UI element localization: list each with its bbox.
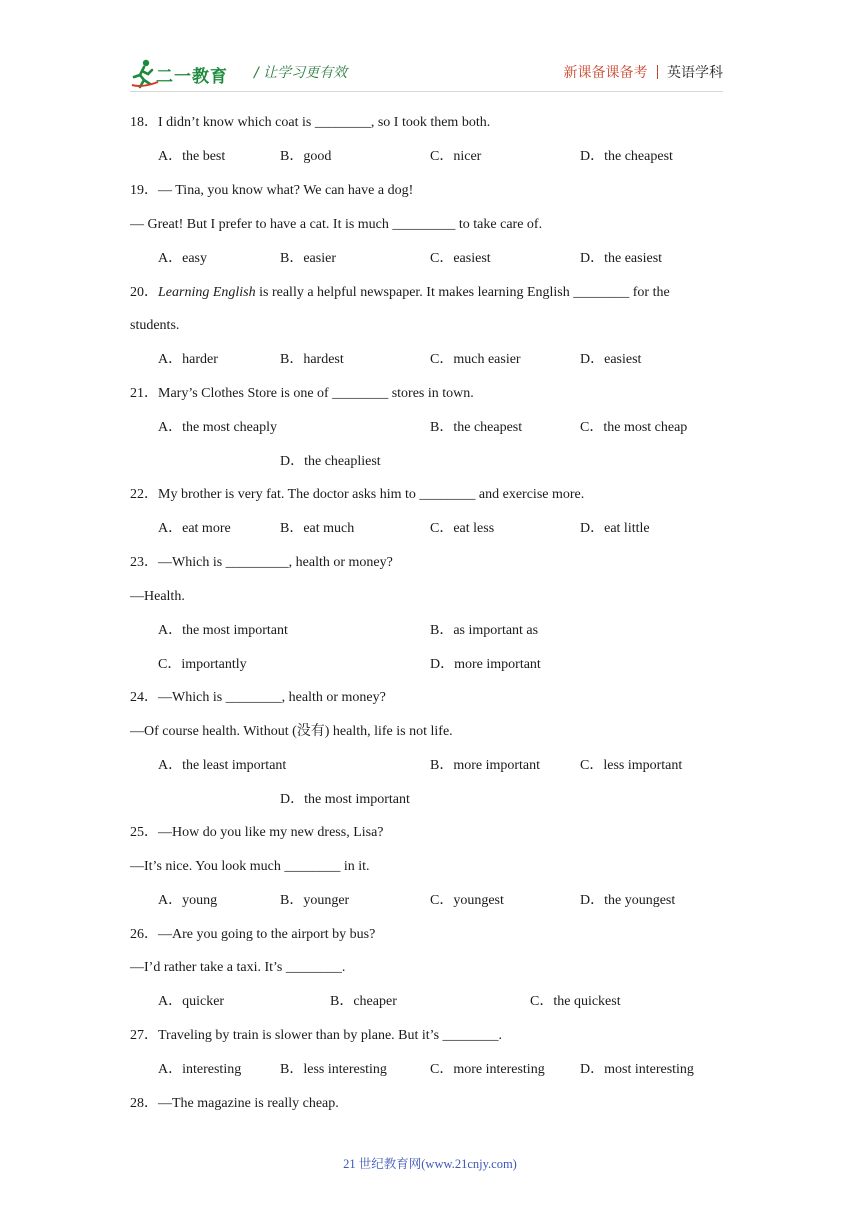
question-19-line2: — Great! But I prefer to have a cat. It is much _________ to take care of. (130, 217, 543, 232)
question-22: 22．My brother is very fat. The doctor asks him to ________ and exercise more. (130, 487, 585, 502)
option-23-c[interactable]: C．importantly (158, 657, 247, 672)
option-24-d[interactable]: D．the most important (280, 792, 410, 807)
option-18-d[interactable]: D．the cheapest (580, 149, 673, 164)
option-25-b[interactable]: B．younger (280, 893, 350, 908)
option-27-c[interactable]: C．more interesting (430, 1062, 545, 1077)
question-26: 26．—Are you going to the airport by bus? (130, 927, 376, 942)
option-20-c[interactable]: C．much easier (430, 352, 521, 367)
question-19: 19．— Tina, you know what? We can have a dog! (130, 183, 414, 198)
option-23-a[interactable]: A．the most important (158, 623, 288, 638)
option-25-d[interactable]: D．the youngest (580, 893, 676, 908)
option-21-d[interactable]: D．the cheapliest (280, 454, 381, 469)
question-20: 20．Learning English is really a helpful newspaper. It makes learning English ________ for the (130, 285, 670, 300)
question-18: 18．I didn’t know which coat is ________, so I took them both. (130, 115, 491, 130)
header-divider (657, 65, 659, 79)
option-21-a[interactable]: A．the most cheaply (158, 420, 277, 435)
question-28: 28．—The magazine is really cheap. (130, 1096, 339, 1111)
option-25-a[interactable]: A．young (158, 893, 218, 908)
option-21-b[interactable]: B．the cheapest (430, 420, 523, 435)
question-20-line2: students. (130, 318, 180, 333)
page-footer[interactable]: 21 世纪教育网(www.21cnjy.com) (343, 1157, 517, 1171)
question-26-line2: —I’d rather take a taxi. It’s ________. (130, 960, 346, 975)
option-19-c[interactable]: C．easiest (430, 251, 491, 266)
question-23: 23．—Which is _________, health or money? (130, 555, 393, 570)
option-22-a[interactable]: A．eat more (158, 521, 231, 536)
option-25-c[interactable]: C．youngest (430, 893, 504, 908)
option-27-b[interactable]: B．less interesting (280, 1062, 387, 1077)
question-21: 21．Mary’s Clothes Store is one of ________ stores in town. (130, 386, 474, 401)
option-26-b[interactable]: B．cheaper (330, 994, 397, 1009)
option-18-c[interactable]: C．nicer (430, 149, 482, 164)
header-course-label: 新课备课备考 (563, 65, 648, 81)
option-26-a[interactable]: A．quicker (158, 994, 225, 1009)
option-23-b[interactable]: B．as important as (430, 623, 539, 638)
option-19-b[interactable]: B．easier (280, 251, 336, 266)
question-27: 27．Traveling by train is slower than by plane. But it’s ________. (130, 1028, 503, 1043)
option-27-a[interactable]: A．interesting (158, 1062, 242, 1077)
page-header (0, 0, 860, 100)
option-24-c[interactable]: C．less important (580, 758, 683, 773)
logo (130, 58, 242, 90)
header-rule (130, 91, 723, 92)
option-18-a[interactable]: A．the best (158, 149, 226, 164)
option-21-c[interactable]: C．the most cheap (580, 420, 688, 435)
option-19-a[interactable]: A．easy (158, 251, 207, 266)
slogan: / 让学习更有效 (254, 65, 348, 81)
option-20-d[interactable]: D．easiest (580, 352, 642, 367)
option-24-b[interactable]: B．more important (430, 758, 541, 773)
option-24-a[interactable]: A．the least important (158, 758, 287, 773)
option-20-b[interactable]: B．hardest (280, 352, 344, 367)
question-25: 25．—How do you like my new dress, Lisa? (130, 825, 384, 840)
option-19-d[interactable]: D．the easiest (580, 251, 663, 266)
option-18-b[interactable]: B．good (280, 149, 332, 164)
option-20-a[interactable]: A．harder (158, 352, 218, 367)
option-26-c[interactable]: C．the quickest (530, 994, 621, 1009)
question-25-line2: —It’s nice. You look much ________ in it. (130, 859, 370, 874)
option-22-d[interactable]: D．eat little (580, 521, 650, 536)
header-subject-label: 英语学科 (667, 65, 723, 81)
logo-text: 二一教育 (156, 67, 228, 87)
option-23-d[interactable]: D．more important (430, 657, 541, 672)
question-23-line2: —Health. (130, 589, 185, 604)
question-24: 24．—Which is ________, health or money? (130, 690, 386, 705)
header-subject (564, 62, 724, 82)
option-22-b[interactable]: B．eat much (280, 521, 355, 536)
option-22-c[interactable]: C．eat less (430, 521, 495, 536)
option-27-d[interactable]: D．most interesting (580, 1062, 694, 1077)
question-24-line2: —Of course health. Without (没有) health, life is not life. (130, 724, 453, 739)
